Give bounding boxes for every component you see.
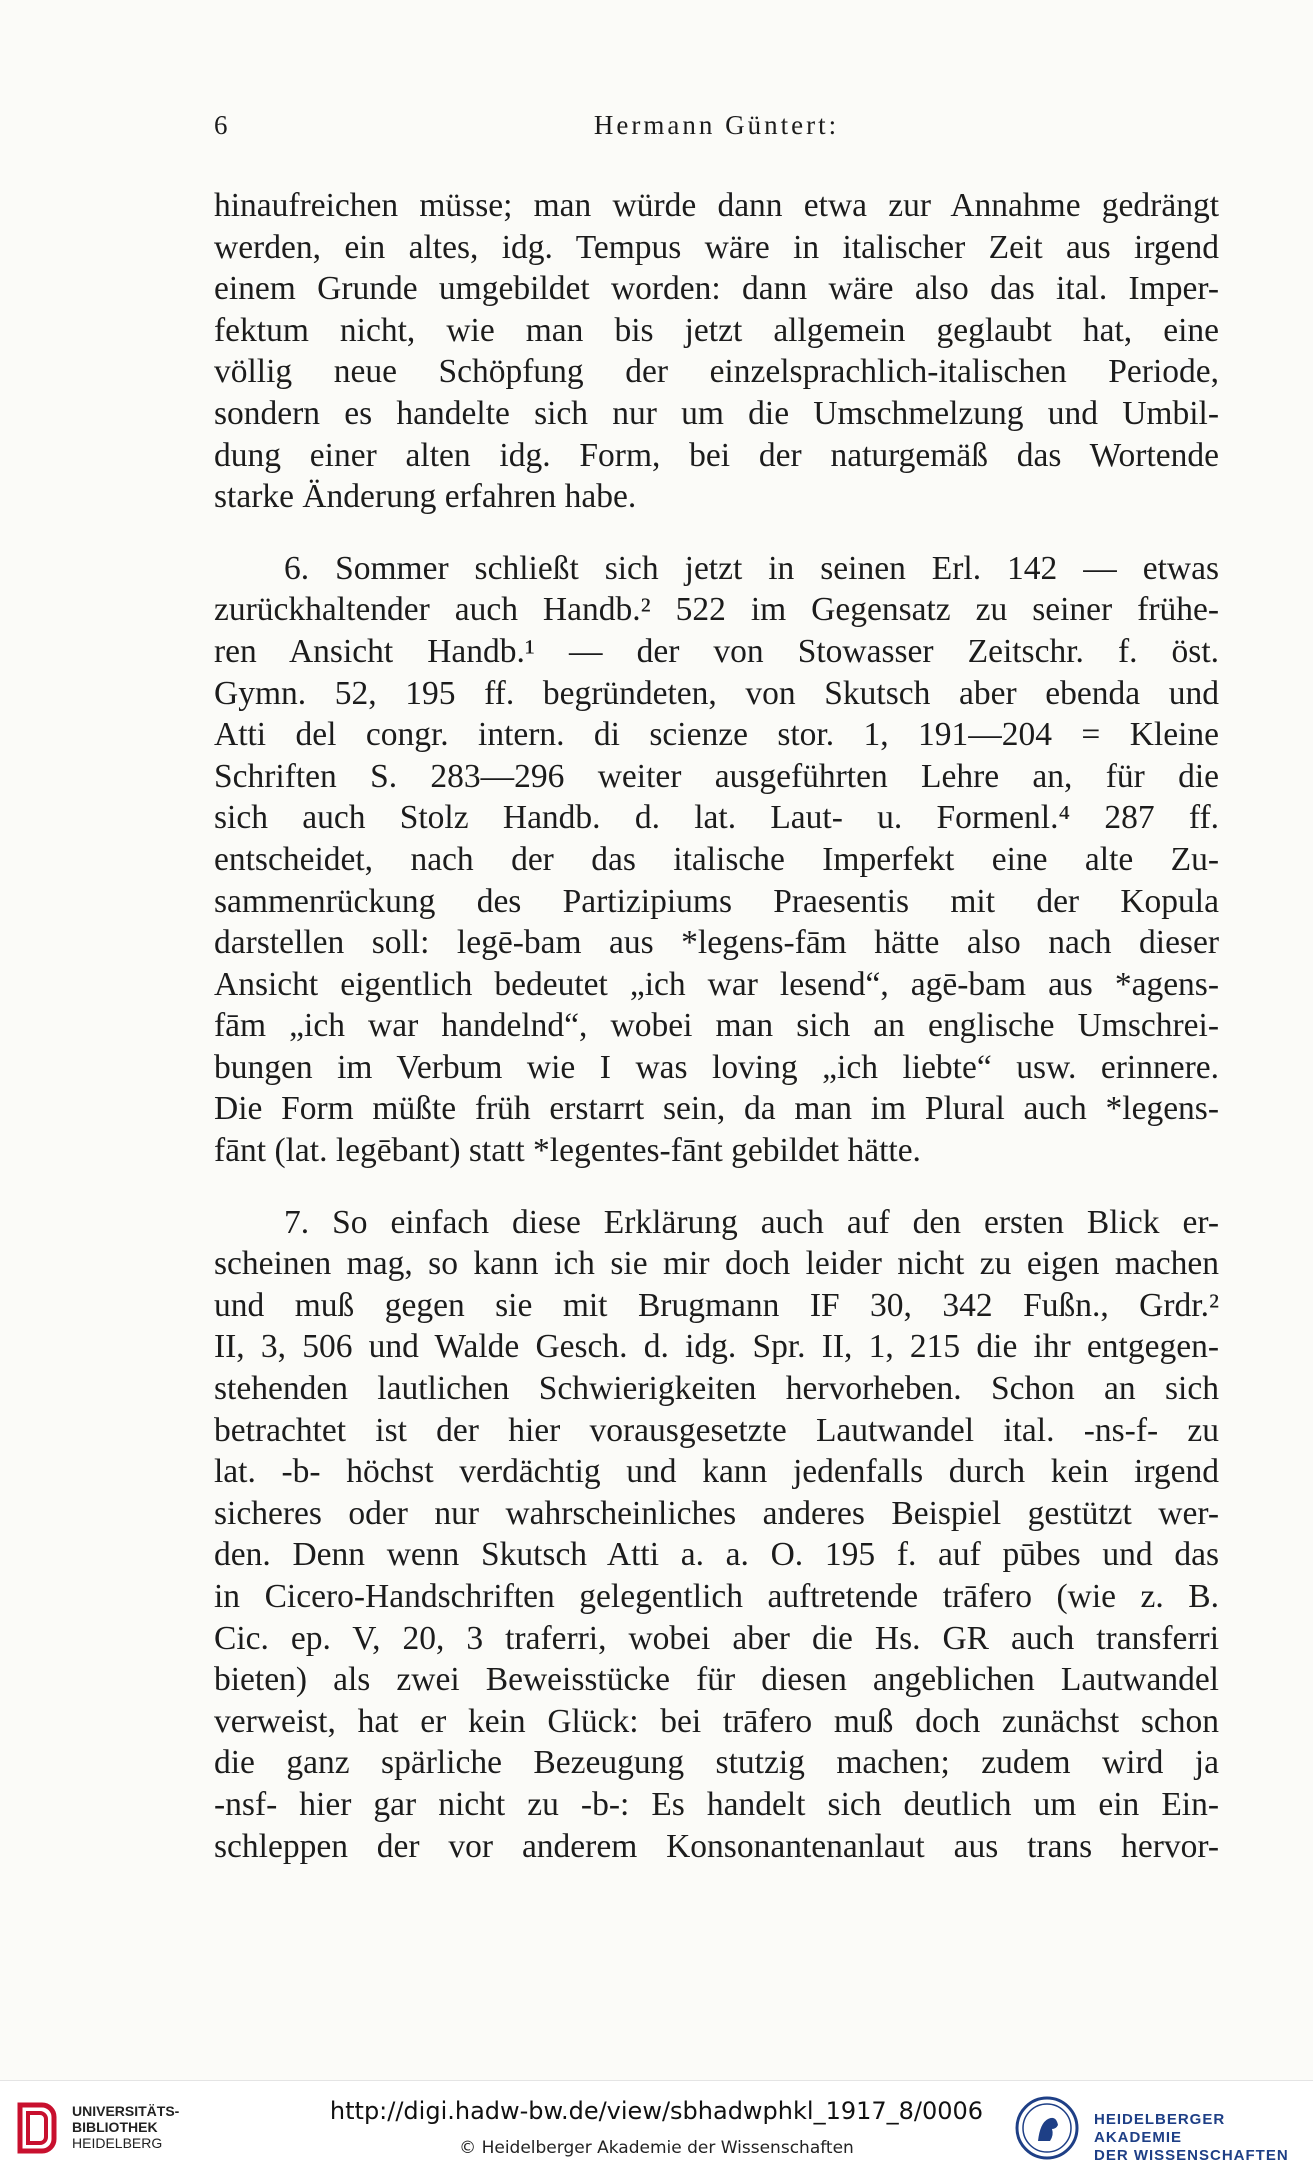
body-text — [214, 185, 1219, 1867]
viewer-footer — [0, 2080, 1313, 2177]
text-line: lat. -b- höchst verdächtig und kann jedenfalls durch kein irgend — [214, 1453, 1219, 1491]
text-line: Cic. ep. V, 20, 3 traferri, wobei aber die Hs. GR auch transferri — [214, 1619, 1219, 1657]
text-line: Die Form müßte früh erstarrt sein, da man im Plural auch *legens- — [214, 1090, 1219, 1128]
text-line: darstellen soll: legē-bam aus *legens-fām hätte also nach dieser — [214, 924, 1219, 962]
academy-line: DER WISSENSCHAFTEN — [1094, 2147, 1289, 2164]
text-line: einem Grunde umgebildet worden: dann wäre also das ital. Imper- — [214, 270, 1219, 308]
text-line: scheinen mag, so kann ich sie mir doch leider nicht zu eigen machen — [214, 1245, 1219, 1283]
copyright-notice: © Heidelberger Akademie der Wissenschaften — [459, 2138, 854, 2158]
text-line: ren Ansicht Handb.¹ — der von Stowasser Zeitschr. f. öst. — [214, 632, 1219, 670]
text-line: verweist, hat er kein Glück: bei trāfero muß doch zunächst schon — [214, 1702, 1219, 1740]
text-line: 6. Sommer schließt sich jetzt in seinen Erl. 142 — etwas — [284, 549, 1219, 587]
text-line: bieten) als zwei Beweisstücke für diesen angeblichen Lautwandel — [214, 1661, 1219, 1699]
text-line: zurückhaltender auch Handb.² 522 im Gegensatz zu seiner frühe- — [214, 591, 1219, 629]
text-line: fānt (lat. legēbant) statt *legentes-fānt gebildet hätte. — [214, 1132, 921, 1170]
running-head — [214, 110, 1219, 150]
text-line: die ganz spärliche Bezeugung stutzig machen; zudem wird ja — [214, 1744, 1219, 1782]
text-line: Ansicht eigentlich bedeutet „ich war lesend“, agē-bam aus *agens- — [214, 965, 1219, 1003]
paragraph-7 — [214, 1202, 1219, 1868]
text-line: den. Denn wenn Skutsch Atti a. a. O. 195 f. auf pūbes und das — [214, 1536, 1219, 1574]
text-line: dung einer alten idg. Form, bei der naturgemäß das Wortende — [214, 436, 1219, 474]
text-line: bungen im Verbum wie I was loving „ich liebte“ usw. erinnere. — [214, 1048, 1219, 1086]
library-line: BIBLIOTHEK — [72, 2119, 158, 2135]
text-line: -nsf- hier gar nicht zu -b-: Es handelt sich deutlich um ein Ein- — [214, 1785, 1219, 1823]
page-number: 6 — [214, 110, 231, 140]
paragraph-1 — [214, 185, 1219, 518]
academy-line: HEIDELBERGER AKADEMIE — [1094, 2111, 1226, 2146]
text-line: Schriften S. 283—296 weiter ausgeführten Lehre an, für die — [214, 757, 1219, 795]
paragraph-6 — [214, 548, 1219, 1172]
text-line: und muß gegen sie mit Brugmann IF 30, 342 Fußn., Grdr.² — [214, 1286, 1219, 1324]
text-line: fām „ich war handelnd“, wobei man sich an englische Umschrei- — [214, 1007, 1219, 1045]
text-line: betrachtet ist der hier vorausgesetzte Lautwandel ital. -ns-f- zu — [214, 1411, 1219, 1449]
running-title: Hermann Güntert: — [593, 110, 840, 140]
text-line: entscheidet, nach der das italische Imperfekt eine alte Zu- — [214, 840, 1219, 878]
text-line: sich auch Stolz Handb. d. lat. Laut- u. Formenl.⁴ 287 ff. — [214, 799, 1219, 837]
text-line: 7. So einfach diese Erklärung auch auf den ersten Blick er- — [284, 1203, 1219, 1241]
permalink-url[interactable]: http://digi.hadw-bw.de/view/sbhadwphkl_1917_8/0006 — [329, 2097, 984, 2125]
text-line: sicheres oder nur wahrscheinliches anderes Beispiel gestützt wer- — [214, 1494, 1219, 1532]
text-line: schleppen der vor anderem Konsonantenanlaut aus trans hervor- — [214, 1827, 1219, 1865]
text-line: sondern es handelte sich nur um die Umschmelzung und Umbil- — [214, 394, 1219, 432]
text-line: II, 3, 506 und Walde Gesch. d. idg. Spr. II, 1, 215 die ihr entgegen- — [214, 1328, 1219, 1366]
academy-name — [1094, 2111, 1313, 2165]
text-line: stehenden lautlichen Schwierigkeiten hervorheben. Schon an sich — [214, 1370, 1219, 1408]
academy-seal-icon[interactable] — [1014, 2095, 1080, 2161]
text-line: starke Änderung erfahren habe. — [214, 478, 637, 516]
library-line: HEIDELBERG — [72, 2135, 163, 2151]
text-line: fektum nicht, wie man bis jetzt allgemein geglaubt hat, eine — [214, 311, 1219, 349]
text-line: völlig neue Schöpfung der einzelsprachlich-italischen Periode, — [214, 353, 1219, 391]
text-line: sammenrückung des Partizipiums Praesentis mit der Kopula — [214, 882, 1219, 920]
text-line: in Cicero-Handschriften gelegentlich auftretende trāfero (wie z. B. — [214, 1578, 1219, 1615]
text-line: Gymn. 52, 195 ff. begründeten, von Skutsch aber ebenda und — [214, 674, 1219, 712]
text-line: werden, ein altes, idg. Tempus wäre in italischer Zeit aus irgend — [214, 228, 1219, 266]
library-line: UNIVERSITÄTS- — [72, 2103, 180, 2119]
text-line: hinaufreichen müsse; man würde dann etwa zur Annahme gedrängt — [214, 187, 1219, 224]
text-line: Atti del congr. intern. di scienze stor. 1, 191—204 = Kleine — [214, 716, 1219, 754]
